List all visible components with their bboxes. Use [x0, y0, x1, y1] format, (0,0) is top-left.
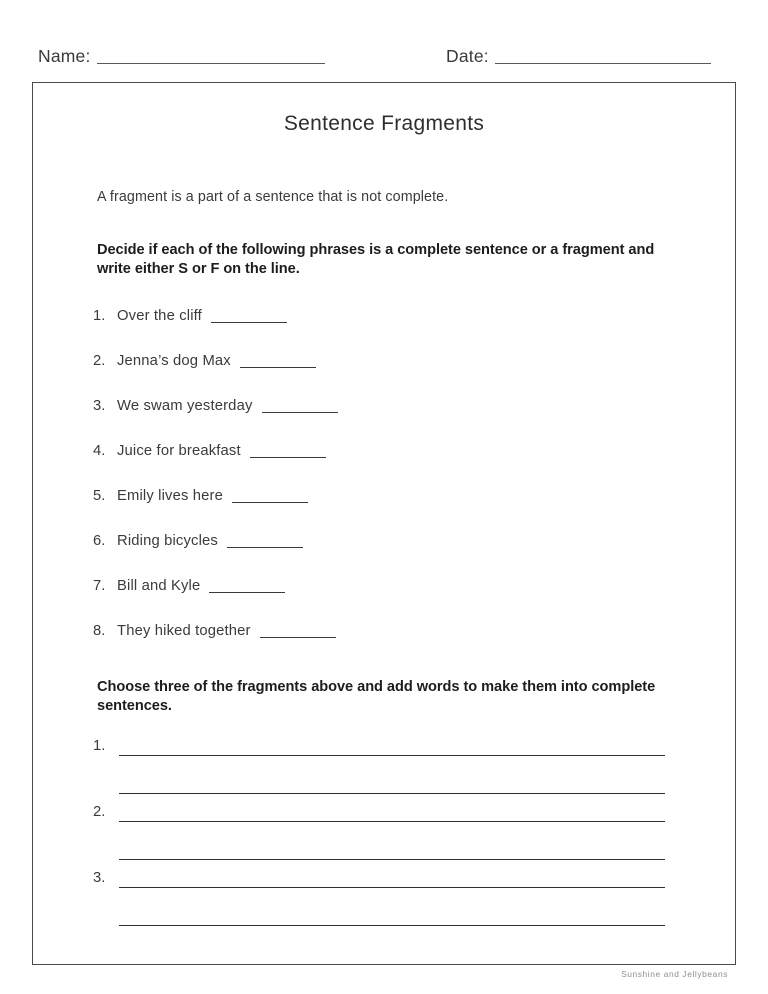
instruction-part-one: Decide if each of the following phrases is a complete sentence or a fragment and write either S or F on the line. — [97, 242, 655, 277]
page-title: Sentence Fragments — [283, 112, 485, 135]
answer-group — [93, 738, 713, 804]
answer-group — [93, 870, 713, 936]
answer-number: 1. — [93, 738, 106, 754]
fragment-answer-blank[interactable] — [211, 322, 287, 323]
answer-number: 3. — [93, 870, 106, 886]
fragment-answer-blank[interactable] — [250, 457, 326, 458]
fragment-item — [93, 488, 693, 533]
answer-lines-block — [93, 738, 713, 936]
fragment-item — [93, 623, 693, 668]
name-label: Name: — [38, 46, 91, 66]
fragment-item — [93, 308, 693, 353]
fragment-text: Emily lives here — [117, 488, 224, 504]
fragment-answer-blank[interactable] — [232, 502, 308, 503]
answer-write-line[interactable] — [119, 887, 665, 888]
footer-credit: Sunshine and Jellybeans — [621, 969, 728, 979]
fragment-number: 7. — [93, 578, 106, 594]
fragment-answer-blank[interactable] — [240, 367, 316, 368]
answer-write-line[interactable] — [119, 793, 665, 794]
name-date-header — [38, 46, 738, 74]
intro-definition: A fragment is a part of a sentence that is not complete. — [97, 189, 449, 205]
name-write-line[interactable] — [97, 63, 325, 64]
name-field-group — [38, 46, 325, 66]
fragment-answer-blank[interactable] — [227, 547, 303, 548]
fragment-item — [93, 443, 693, 488]
fragment-item — [93, 533, 693, 578]
fragment-text: Juice for breakfast — [117, 443, 241, 459]
fragment-answer-blank[interactable] — [209, 592, 285, 593]
fragment-text: Jenna’s dog Max — [117, 353, 231, 369]
fragment-text: We swam yesterday — [117, 398, 253, 414]
answer-write-line[interactable] — [119, 755, 665, 756]
date-write-line[interactable] — [495, 63, 711, 64]
answer-write-line[interactable] — [119, 821, 665, 822]
fragment-answer-blank[interactable] — [260, 637, 336, 638]
answer-write-line[interactable] — [119, 859, 665, 860]
fragment-text: Riding bicycles — [117, 533, 218, 549]
fragment-text: They hiked together — [117, 623, 251, 639]
fragment-item — [93, 398, 693, 443]
fragment-number: 3. — [93, 398, 106, 414]
fragment-number: 4. — [93, 443, 106, 459]
answer-number: 2. — [93, 804, 106, 820]
fragment-list — [93, 308, 693, 668]
fragment-text: Bill and Kyle — [117, 578, 201, 594]
date-field-group — [446, 46, 711, 66]
instruction-part-two: Choose three of the fragments above and add words to make them into complete sentences. — [97, 679, 656, 714]
date-label: Date: — [446, 46, 489, 66]
fragment-number: 6. — [93, 533, 106, 549]
fragment-answer-blank[interactable] — [262, 412, 338, 413]
fragment-number: 8. — [93, 623, 106, 639]
fragment-number: 1. — [93, 308, 106, 324]
fragment-number: 5. — [93, 488, 106, 504]
fragment-number: 2. — [93, 353, 106, 369]
fragment-item — [93, 578, 693, 623]
fragment-item — [93, 353, 693, 398]
answer-group — [93, 804, 713, 870]
worksheet-sheet — [32, 82, 736, 965]
fragment-text: Over the cliff — [117, 308, 202, 324]
answer-write-line[interactable] — [119, 925, 665, 926]
